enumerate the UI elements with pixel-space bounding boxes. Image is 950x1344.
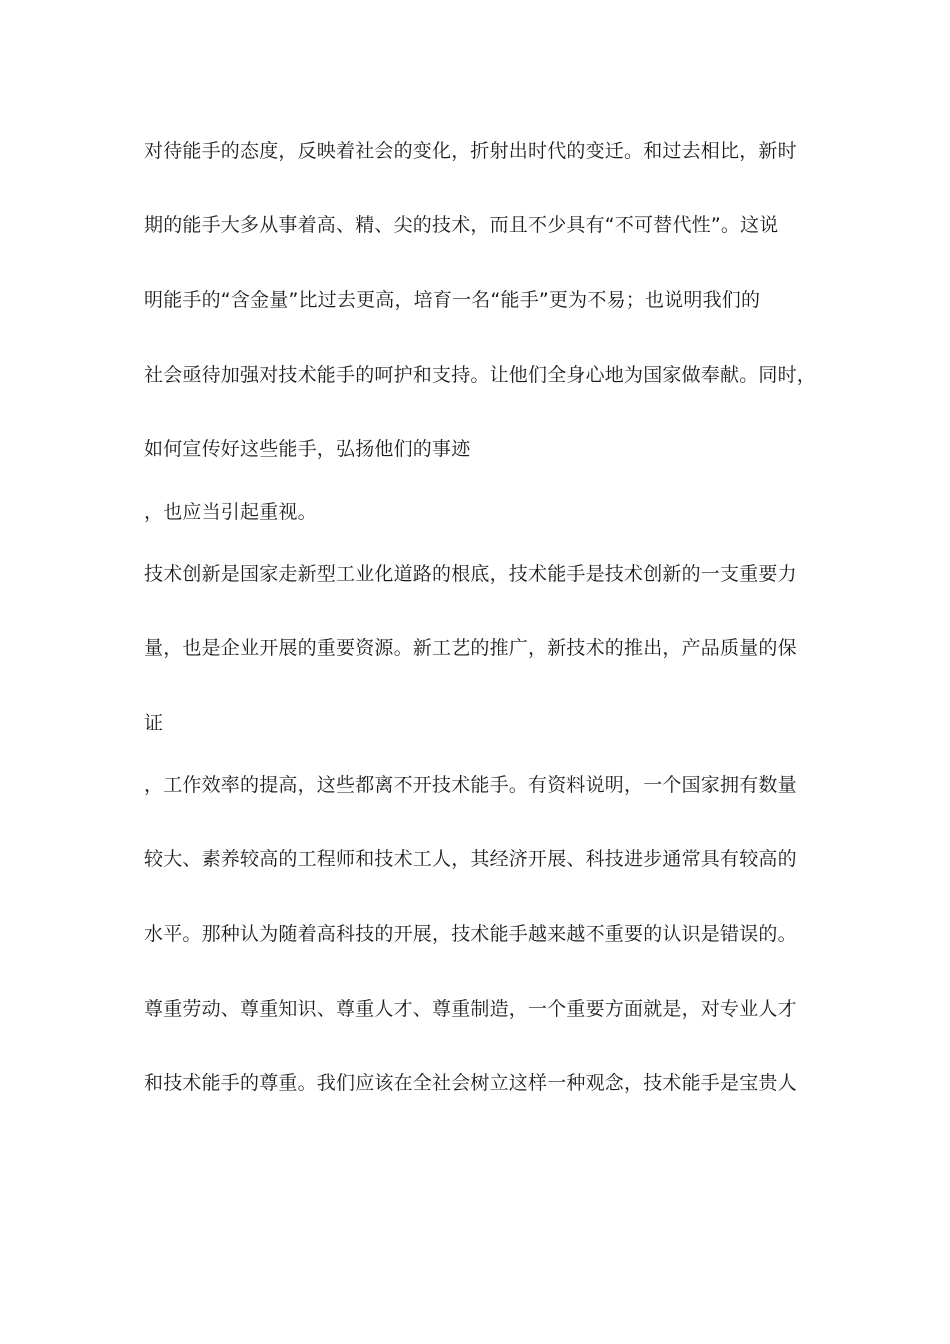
text-line: 较大、素养较高的工程师和技术工人，其经济开展、科技进步通常具有较高的 (144, 848, 797, 870)
text-line: 明能手的“含金量”比过去更高，培育一名“能手”更为不易；也说明我们的 (144, 289, 761, 311)
text-line: ，工作效率的提高，这些都离不开技术能手。有资料说明，一个国家拥有数量 (144, 774, 797, 796)
text-line: 社会亟待加强对技术能手的呵护和支持。让他们全身心地为国家做奉献。同时， (144, 364, 817, 386)
text-line: 水平。那种认为随着高科技的开展，技术能手越来越不重要的认识是错误的。 (144, 923, 797, 945)
text-line: 技术创新是国家走新型工业化道路的根底，技术能手是技术创新的一支重要力 (144, 563, 797, 585)
text-line: 对待能手的态度，反映着社会的变化，折射出时代的变迁。和过去相比，新时 (144, 140, 797, 162)
text-line: 量，也是企业开展的重要资源。新工艺的推广，新技术的推出，产品质量的保 (144, 637, 797, 659)
text-line: 和技术能手的尊重。我们应该在全社会树立这样一种观念，技术能手是宝贵人 (144, 1072, 797, 1094)
text-line: 期的能手大多从事着高、精、尖的技术，而且不少具有“不可替代性”。这说 (144, 214, 779, 236)
text-line: ，也应当引起重视。 (144, 501, 317, 523)
text-line: 证 (144, 712, 164, 734)
text-line: 尊重劳动、尊重知识、尊重人才、尊重制造，一个重要方面就是，对专业人才 (144, 998, 797, 1020)
text-line: 如何宣传好这些能手，弘扬他们的事迹 (144, 438, 471, 460)
